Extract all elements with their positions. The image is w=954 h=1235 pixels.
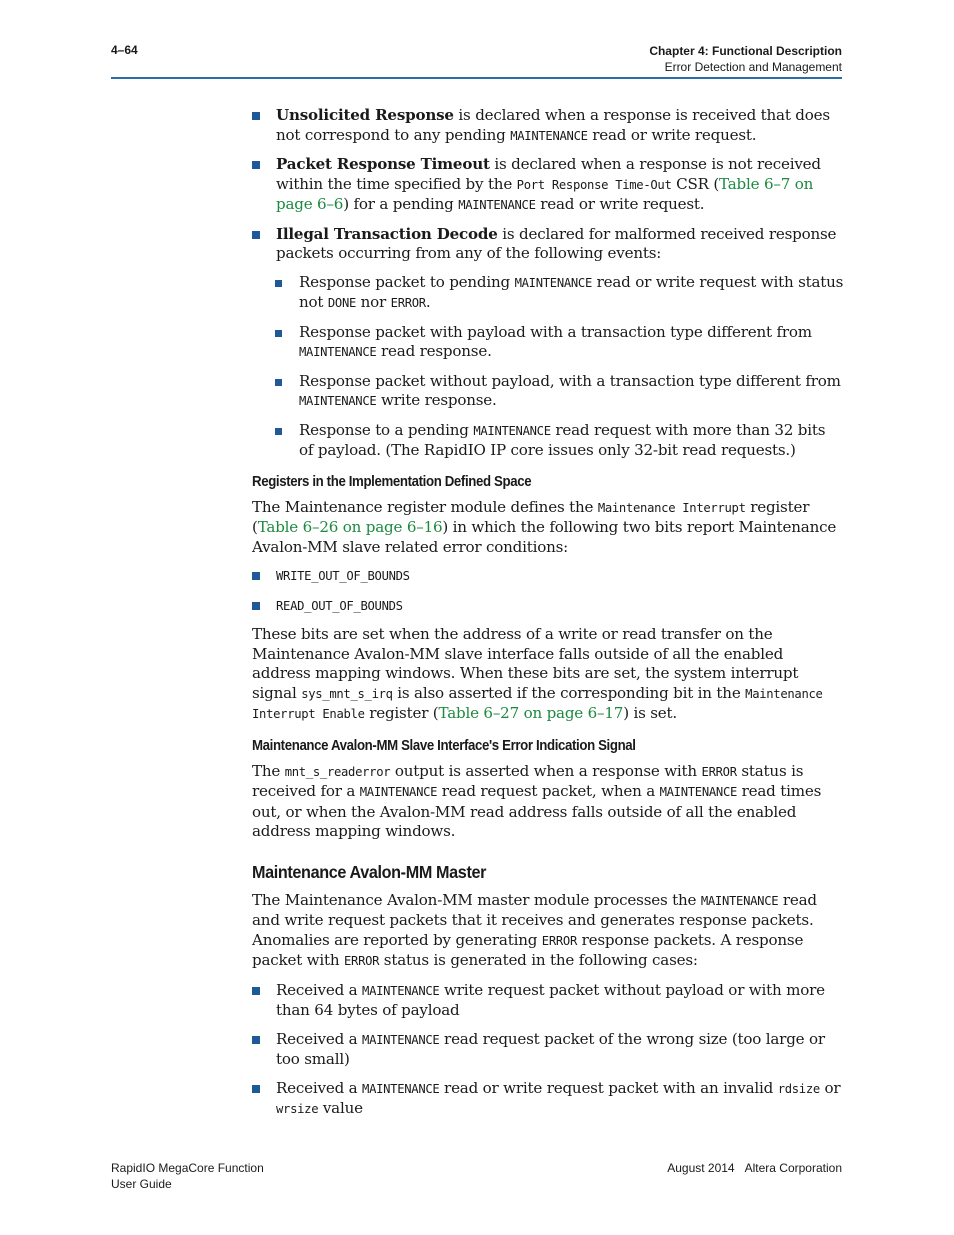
list-item	[252, 981, 844, 1021]
text: value	[318, 1099, 363, 1117]
code: READ_OUT_OF_BOUNDS	[276, 598, 403, 613]
code: MAINTENANCE	[473, 423, 551, 438]
text: Received a	[276, 1029, 363, 1048]
code: MAINTENANCE	[659, 785, 738, 799]
text: read and write request packets that it receives and generates response packets. Anomalies are reported by generating	[252, 890, 817, 949]
text: Response packet without payload, with a transaction type different from	[299, 371, 841, 390]
text: response packets. A response packet with	[252, 930, 804, 969]
code: Maintenance Interrupt	[597, 500, 746, 515]
code: MAINTENANCE	[510, 128, 588, 143]
code: MAINTENANCE	[362, 983, 440, 998]
text: CSR (	[671, 174, 720, 193]
footer-date: August 2014	[667, 1161, 735, 1175]
text: The Maintenance register module defines the	[252, 497, 598, 516]
list-item	[252, 155, 844, 216]
footer-title-line: User Guide	[111, 1177, 172, 1191]
text: is declared when a response is not received within the time specified by the	[276, 155, 821, 193]
code: MAINTENANCE	[359, 785, 438, 799]
text: ) for a pending	[343, 195, 459, 213]
text: read response.	[376, 342, 492, 360]
text: read or write request.	[535, 195, 705, 213]
text: Received a	[276, 980, 363, 999]
paragraph	[252, 891, 844, 972]
decode-event-list	[275, 273, 844, 461]
header-rule	[111, 77, 842, 79]
code: Maintenance Interrupt Enable	[252, 686, 823, 721]
code: MAINTENANCE	[458, 198, 536, 212]
term: Illegal Transaction Decode	[276, 224, 498, 243]
text: read or write request.	[587, 125, 757, 144]
list-item	[252, 1030, 844, 1070]
text: read or write request with status not	[299, 272, 844, 311]
list-item	[252, 1079, 844, 1120]
text: read request with more than 32 bits of payload. (The RapidIO IP core issues only 32-bit read requests.)	[299, 420, 826, 459]
code: ERROR	[390, 296, 426, 310]
code: ERROR	[701, 764, 737, 779]
list-item	[275, 421, 844, 461]
text: Response to a pending	[299, 420, 474, 439]
text: or	[819, 1078, 841, 1097]
text: ) is set.	[623, 704, 677, 722]
list-item	[252, 225, 844, 264]
text: These bits are set when the address of a write or read transfer on the Maintenance Avalon-MM slave interface falls outside of all the enabled address mapping windows. When these bits are set, the system interrupt signal	[252, 625, 799, 702]
subsection-heading: Maintenance Avalon-MM Slave Interface's Error Indication Signal	[252, 737, 636, 754]
list-item	[252, 596, 844, 617]
text: Response packet with payload with a transaction type different from	[299, 322, 812, 341]
running-header	[649, 43, 842, 75]
list-item	[275, 273, 844, 314]
chapter-title: Chapter 4: Functional Description	[649, 44, 842, 58]
text: Received a	[276, 1078, 363, 1097]
text: is declared when a response is received that does not correspond to any pending	[276, 106, 830, 144]
code: ERROR	[541, 933, 577, 948]
list-item	[275, 323, 844, 363]
text: register (	[252, 497, 810, 536]
text: is also asserted if the corresponding bit in the	[392, 683, 746, 702]
list-item	[252, 566, 844, 587]
text: Response packet to pending	[299, 272, 515, 291]
code: wrsize	[276, 1102, 319, 1116]
text: read request packet of the wrong size (too large or too small)	[276, 1029, 825, 1068]
text: status is received for a	[252, 761, 804, 800]
code: sys_mnt_s_irq	[301, 686, 393, 701]
code: DONE	[327, 296, 357, 310]
text: .	[425, 293, 431, 311]
paragraph	[252, 498, 844, 558]
code: MAINTENANCE	[299, 394, 377, 408]
footer-company: Altera Corporation	[744, 1161, 842, 1175]
text: nor	[356, 293, 391, 311]
paragraph	[252, 625, 844, 725]
page-number: 4–64	[111, 43, 138, 57]
table-link[interactable]: Table 6–7 on page 6–6	[276, 174, 814, 213]
term: Unsolicited Response	[276, 106, 454, 124]
paragraph	[252, 762, 844, 842]
code: ERROR	[344, 954, 380, 968]
code: MAINTENANCE	[700, 893, 779, 908]
section-heading: Maintenance Avalon-MM Master	[252, 861, 487, 882]
code: MAINTENANCE	[362, 1032, 440, 1047]
section-title: Error Detection and Management	[664, 60, 842, 74]
list-item	[275, 372, 844, 412]
error-type-list	[252, 106, 844, 264]
text: write response.	[376, 391, 497, 409]
code: rdsize	[777, 1081, 820, 1096]
footer-title-line: RapidIO MegaCore Function	[111, 1161, 264, 1175]
text: The Maintenance Avalon-MM master module processes the	[252, 890, 701, 909]
code: MAINTENANCE	[299, 345, 377, 359]
text: output is asserted when a response with	[390, 761, 702, 780]
code: Port Response Time-Out	[516, 177, 672, 192]
subsection-heading: Registers in the Implementation Defined Space	[252, 473, 532, 490]
text: read or write request packet with an invalid	[439, 1078, 778, 1097]
code: WRITE_OUT_OF_BOUNDS	[276, 569, 410, 583]
text: The	[252, 761, 285, 780]
footer-document-title	[111, 1160, 264, 1192]
list-item	[252, 106, 844, 146]
text: write request packet without payload or with more than 64 bytes of payload	[276, 980, 825, 1019]
master-error-cases-list	[252, 981, 844, 1120]
text: status is generated in the following cases:	[379, 951, 698, 969]
text: read times out, or when the Avalon-MM read address falls outside of all the enabled address mapping windows.	[252, 782, 822, 840]
table-link[interactable]: Table 6–27 on page 6–17	[438, 704, 624, 722]
term: Packet Response Timeout	[276, 155, 490, 173]
footer-publisher	[667, 1160, 842, 1176]
text: is declared for malformed received response packets occurring from any of the following events:	[276, 224, 837, 262]
page-body	[252, 106, 844, 1129]
text: ) in which the following two bits report Maintenance Avalon-MM slave related error conditions:	[252, 518, 837, 556]
table-link[interactable]: Table 6–26 on page 6–16	[257, 518, 443, 536]
text: register (	[364, 704, 439, 722]
bit-list	[252, 566, 844, 616]
text: read request packet, when a	[437, 782, 660, 800]
code: MAINTENANCE	[514, 275, 593, 290]
code: MAINTENANCE	[362, 1081, 440, 1096]
code: mnt_s_readerror	[284, 764, 391, 779]
